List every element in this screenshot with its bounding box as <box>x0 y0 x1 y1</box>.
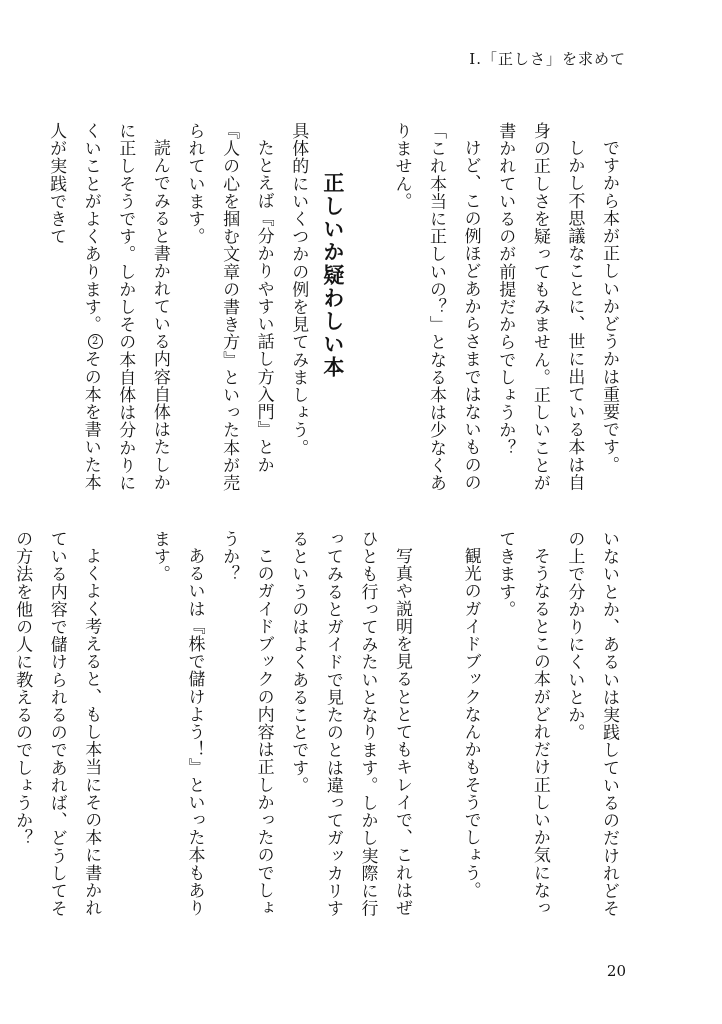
page-number: 20 <box>606 962 626 980</box>
paragraph-stocks: あるいは『株で儲けよう！』といった本もあります。 <box>149 530 205 917</box>
paragraph-questionable: けど、この例ほどあからさまではないものの「これ本当に正しいの？」となる本は少なくありません。 <box>391 122 481 492</box>
paragraph-hard-to-read <box>39 122 177 498</box>
running-head: I.「正しさ」を求めて <box>469 50 626 68</box>
lower-text-block <box>12 530 626 924</box>
paragraph-importance: ですから本が正しいかどうかは重要です。 <box>599 139 619 474</box>
paragraph-profit-question: よくよく考えると、もし本当にその本に書かれている内容で儲けられるのであれば、どうしてその方法を他の人に教えるのでしょうか？ <box>12 530 102 918</box>
upper-text-block <box>46 122 626 498</box>
paragraph-continuation: いないとか、あるいは実践しているのだけれどその上で分かりにくいとか。 <box>564 530 619 918</box>
paragraph-guidebook-question: このガイドブックの内容は正しかったのでしょうか？ <box>219 530 274 917</box>
paragraph-hard-to-read-continued: その本を書いた本人が実践できて <box>46 122 101 492</box>
paragraph-hard-to-read-text: 読んでみると書かれている内容自体はたしかに正しそうです。しかしその本自体は分かりにくいことがよくあります。 <box>80 122 170 492</box>
paragraph-guidebook: 観光のガイドブックなんかもそうでしょう。 <box>460 547 481 899</box>
paragraph-common-sense <box>0 530 5 924</box>
section-heading: 正しいか疑わしい本 <box>320 172 345 380</box>
note-marker: 2 <box>88 334 103 349</box>
paragraph-examples-intro: 具体的にいくつかの例を見てみましょう。 <box>288 122 309 457</box>
paragraph-doubt: しかし不思議なことに、世に出ている本は自身の正しさを疑ってもみません。正しいことが書かれているのが前提だからでしょうか？ <box>495 122 585 492</box>
paragraph-curious: そうなるとこの本がどれだけ正しいか気になってきます。 <box>495 530 550 917</box>
paragraph-book-titles: たとえば『分かりやすい話し方入門』とか『人の心を掴む文章の書き方』といった本が売られています。 <box>184 122 274 492</box>
paragraph-photos: 写真や説明を見るととてもキレイで、これはぜひとも行ってみたいとなります。しかし実際に行ってみるとガイドで見たのとは違ってガッカリするというのはよくあることです。 <box>288 530 413 918</box>
